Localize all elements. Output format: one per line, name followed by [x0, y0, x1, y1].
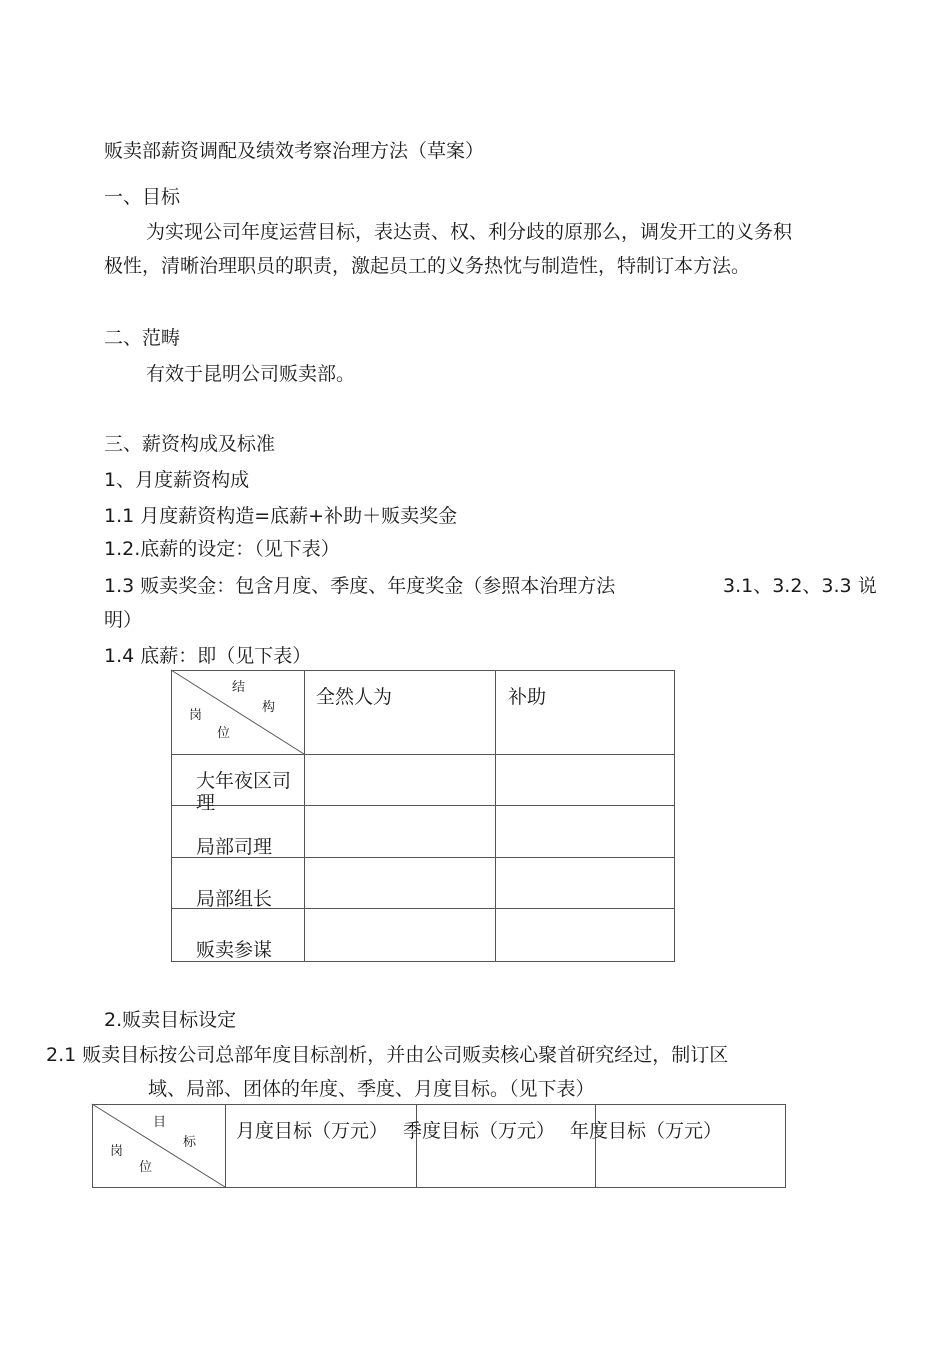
- table1-corner-bottom: 位: [217, 726, 231, 741]
- table2-col-monthly: 月度目标（万元）: [236, 1120, 389, 1142]
- table1-col-base-pay: 全然人为: [316, 686, 393, 708]
- table1-row-regional-manager: 大年夜区司: [196, 770, 292, 792]
- item-1-3-cont: 明）: [104, 609, 143, 631]
- item-1-1: 1.1 月度薪资构造=底薪+补助＋贩卖奖金: [104, 505, 458, 527]
- table1-corner-left: 岗: [189, 708, 203, 723]
- doc-title: 贩卖部薪资调配及绩效考察治理方法（草案）: [104, 140, 485, 162]
- table2-col-annual: 年度目标（万元）: [570, 1120, 723, 1142]
- goal-paragraph-line2: 极性，清晰治理职员的职责，激起员工的义务热忱与制造性，特制订本方法。: [104, 255, 751, 277]
- section-goal-heading: 一、目标: [104, 186, 181, 208]
- table2-corner-left: 岗: [110, 1144, 124, 1159]
- goal-paragraph-line1: 为实现公司年度运营目标，表达责、权、利分歧的原那么，调发开工的义务积: [146, 221, 793, 243]
- section-salary-heading: 三、薪资构成及标准: [104, 433, 276, 455]
- item-1-3-ref: 3.1、3.2、3.3 说: [723, 575, 877, 597]
- table2-corner-bottom: 位: [139, 1160, 153, 1175]
- table2-corner-mid: 标: [183, 1135, 197, 1150]
- table1-row-regional-manager-cont: 理: [196, 792, 216, 814]
- item-1-2: 1.2.底薪的设定：（见下表）: [104, 538, 340, 560]
- monthly-salary-subheading: 1、月度薪资构成: [104, 469, 250, 491]
- table1-col-allowance: 补助: [508, 686, 547, 708]
- section-scope-heading: 二、范畴: [104, 327, 181, 349]
- table1-corner-top: 结: [232, 680, 246, 695]
- scope-paragraph: 有效于昆明公司贩卖部。: [146, 363, 356, 385]
- table2-corner-top: 目: [153, 1115, 167, 1130]
- item-2-1-line1: 2.1 贩卖目标按公司总部年度目标剖析，并由公司贩卖核心聚首研究经过，制订区: [46, 1044, 729, 1066]
- table1-row-team-leader: 局部组长: [196, 888, 273, 910]
- item-1-4: 1.4 底薪：即（见下表）: [104, 645, 312, 667]
- table1-row-dept-manager: 局部司理: [196, 836, 273, 858]
- sales-target-heading: 2.贩卖目标设定: [104, 1009, 237, 1031]
- table1-row-sales-consultant: 贩卖参谋: [196, 939, 273, 961]
- item-2-1-line2: 域、局部、团体的年度、季度、月度目标。（见下表）: [148, 1078, 595, 1100]
- table2-col-quarterly: 季度目标（万元）: [403, 1120, 556, 1142]
- table1-corner-mid: 构: [262, 700, 276, 715]
- item-1-3: 1.3 贩卖奖金：包含月度、季度、年度奖金（参照本治理方法: [104, 575, 616, 597]
